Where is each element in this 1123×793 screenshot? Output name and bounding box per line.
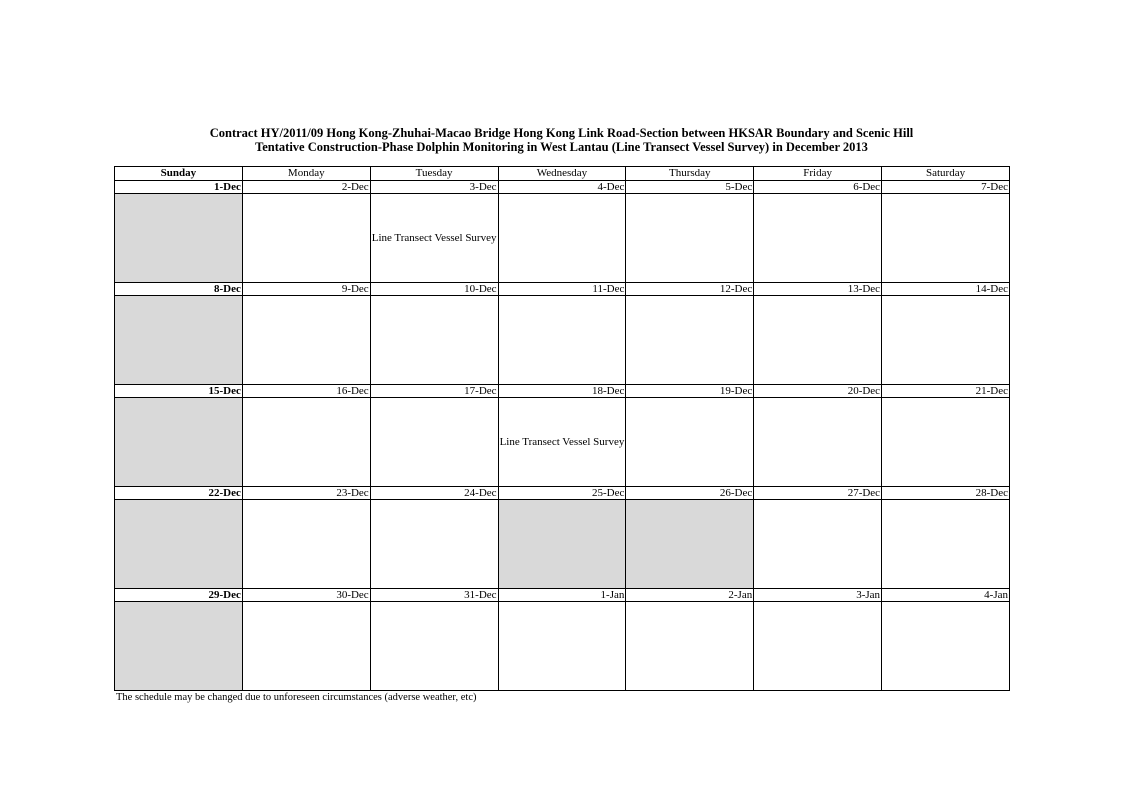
calendar-table (114, 166, 1010, 691)
date-label: 16-Dec (242, 385, 370, 398)
date-label: 2-Jan (626, 589, 754, 602)
date-label: 4-Jan (882, 589, 1010, 602)
week-row (115, 602, 1010, 691)
day-cell (370, 194, 498, 283)
day-cell (754, 398, 882, 487)
day-cell (242, 296, 370, 385)
week-row (115, 500, 1010, 589)
weekday-wednesday: Wednesday (498, 167, 626, 181)
title-line-2: Tentative Construction-Phase Dolphin Monitoring in West Lantau (Line Transect Vessel Survey) in December 2013 (255, 139, 868, 154)
date-label: 20-Dec (754, 385, 882, 398)
date-label: 10-Dec (370, 283, 498, 296)
date-label: 18-Dec (498, 385, 626, 398)
weekday-header-row (115, 167, 1010, 181)
schedule-note: The schedule may be changed due to unforeseen circumstances (adverse weather, etc) (116, 692, 477, 703)
date-label: 13-Dec (754, 283, 882, 296)
day-cell (626, 398, 754, 487)
date-label: 23-Dec (242, 487, 370, 500)
day-cell-shaded (115, 398, 243, 487)
date-label: 6-Dec (754, 181, 882, 194)
date-label: 17-Dec (370, 385, 498, 398)
date-label: 27-Dec (754, 487, 882, 500)
day-cell (754, 296, 882, 385)
day-cell (242, 500, 370, 589)
day-cell (498, 398, 626, 487)
day-cell (626, 602, 754, 691)
day-cell-shaded (115, 500, 243, 589)
day-cell (370, 602, 498, 691)
event-label: Line Transect Vessel Survey (371, 231, 497, 244)
day-cell (370, 398, 498, 487)
weekday-sunday: Sunday (115, 167, 243, 181)
day-cell (882, 296, 1010, 385)
day-cell-shaded (115, 296, 243, 385)
date-row (115, 283, 1010, 296)
date-label: 3-Jan (754, 589, 882, 602)
date-label: 8-Dec (115, 283, 243, 296)
title-line-1: Contract HY/2011/09 Hong Kong-Zhuhai-Macao Bridge Hong Kong Link Road-Section between HKSAR Boundary and Scenic Hill (209, 126, 914, 140)
day-cell (754, 194, 882, 283)
day-cell (754, 500, 882, 589)
day-cell (498, 296, 626, 385)
date-label: 21-Dec (882, 385, 1010, 398)
date-label: 25-Dec (498, 487, 626, 500)
calendar-body (115, 181, 1010, 691)
weekday-monday: Monday (242, 167, 370, 181)
date-label: 24-Dec (370, 487, 498, 500)
date-label: 15-Dec (115, 385, 243, 398)
date-label: 30-Dec (242, 589, 370, 602)
week-row (115, 194, 1010, 283)
document-title (114, 127, 1009, 154)
day-cell (882, 602, 1010, 691)
day-cell (242, 602, 370, 691)
date-label: 29-Dec (115, 589, 243, 602)
date-label: 26-Dec (626, 487, 754, 500)
date-label: 1-Jan (498, 589, 626, 602)
day-cell-shaded (626, 500, 754, 589)
day-cell (498, 602, 626, 691)
weekday-friday: Friday (754, 167, 882, 181)
week-row (115, 296, 1010, 385)
date-label: 19-Dec (626, 385, 754, 398)
date-label: 9-Dec (242, 283, 370, 296)
day-cell (626, 296, 754, 385)
day-cell-shaded (115, 602, 243, 691)
date-label: 7-Dec (882, 181, 1010, 194)
weekday-saturday: Saturday (882, 167, 1010, 181)
date-label: 2-Dec (242, 181, 370, 194)
day-cell (242, 194, 370, 283)
day-cell (882, 500, 1010, 589)
date-label: 3-Dec (370, 181, 498, 194)
day-cell (242, 398, 370, 487)
day-cell-shaded (115, 194, 243, 283)
date-label: 11-Dec (498, 283, 626, 296)
date-label: 5-Dec (626, 181, 754, 194)
date-row (115, 487, 1010, 500)
day-cell (370, 500, 498, 589)
date-row (115, 181, 1010, 194)
date-label: 1-Dec (115, 181, 243, 194)
date-label: 28-Dec (882, 487, 1010, 500)
day-cell-shaded (498, 500, 626, 589)
date-label: 4-Dec (498, 181, 626, 194)
event-label: Line Transect Vessel Survey (499, 435, 625, 448)
date-label: 22-Dec (115, 487, 243, 500)
weekday-thursday: Thursday (626, 167, 754, 181)
day-cell (626, 194, 754, 283)
date-label: 31-Dec (370, 589, 498, 602)
week-row (115, 398, 1010, 487)
date-label: 14-Dec (882, 283, 1010, 296)
day-cell (498, 194, 626, 283)
day-cell (882, 398, 1010, 487)
date-row (115, 385, 1010, 398)
date-label: 12-Dec (626, 283, 754, 296)
day-cell (370, 296, 498, 385)
day-cell (754, 602, 882, 691)
date-row (115, 589, 1010, 602)
day-cell (882, 194, 1010, 283)
weekday-tuesday: Tuesday (370, 167, 498, 181)
